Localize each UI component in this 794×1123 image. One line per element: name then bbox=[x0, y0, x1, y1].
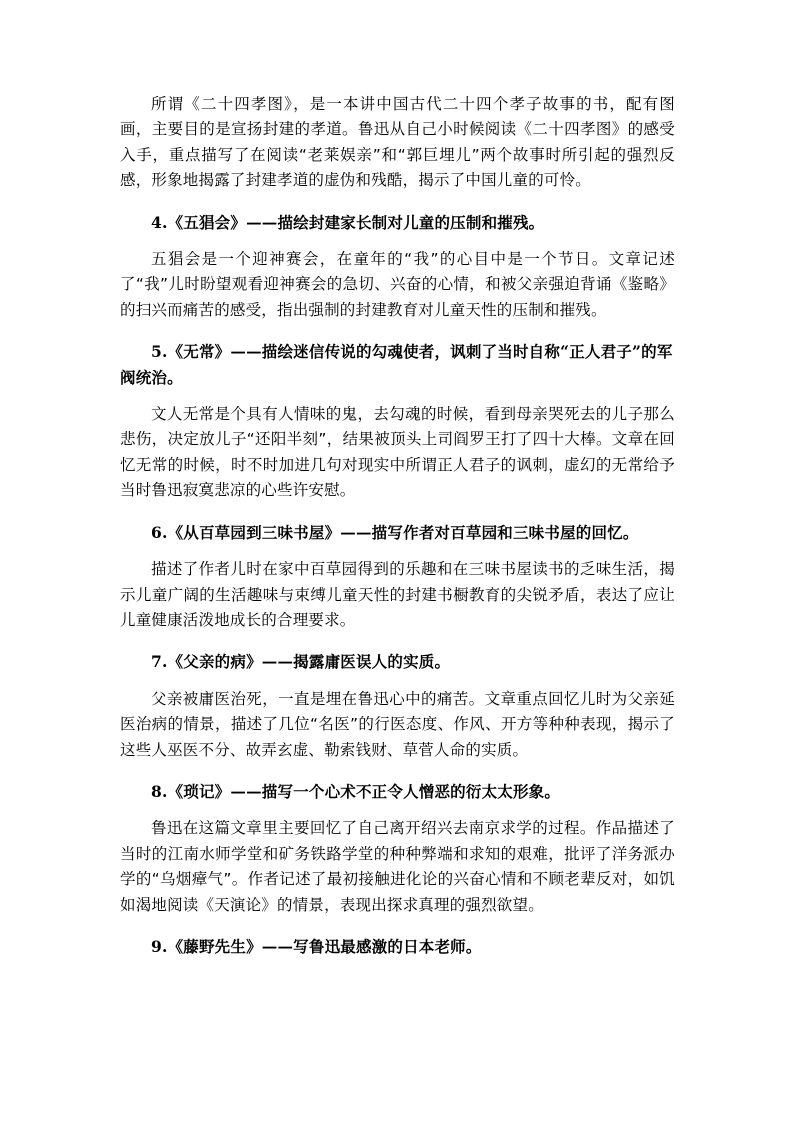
heading-baicaoyuan: 6.《从百草园到三味书屋》——描写作者对百草园和三味书屋的回忆。 bbox=[151, 522, 639, 542]
heading-wuchanghui: 4.《五猖会》——描绘封建家长制对儿童的压制和摧残。 bbox=[151, 212, 545, 232]
heading-fuqin-de-bing: 7.《父亲的病》——揭露庸医误人的实质。 bbox=[151, 652, 451, 672]
paragraph-baicaoyuan: 描述了作者儿时在家中百草园得到的乐趣和在三味书屋读书的乏味生活，揭示儿童广阔的生活趣味与束缚儿童天性的封建书橱教育的尖锐矛盾，表达了应让儿童健康活泼地成长的合理要求。 bbox=[120, 560, 675, 629]
spacer bbox=[120, 390, 675, 402]
spacer bbox=[120, 633, 675, 649]
paragraph-fuqin-de-bing: 父亲被庸医治死，一直是埋在鲁迅心中的痛苦。文章重点回忆儿时为父亲延医治病的情景，描述了几位“名医”的行医态度、作风、开方等种种表现，揭示了这些人巫医不分、故弄玄虚、勒索钱财、草菅人命的实质。 bbox=[120, 689, 675, 759]
paragraph-suoji: 鲁迅在这篇文章里主要回忆了自己离开绍兴去南京求学的过程。作品描述了当时的江南水师学堂和矿务铁路学堂的种种弊端和求知的艰难，批评了洋务派办学的“乌烟瘴气”。作者记述了最初接触进化论的兴奋心情和不顾老辈反对，如饥如渴地阅读《天演论》的情景，表现出探求真理的强烈欲望。 bbox=[120, 819, 675, 914]
paragraph-wuchanghui: 五猖会是一个迎神赛会，在童年的“我”的心目中是一个节日。文章记述了“我”儿时盼望观看迎神赛会的急切、兴奋的心情，和被父亲强迫背诵《鉴略》的扫兴而痛苦的感受，指出强制的封建教育对儿童天性的压制和摧残。 bbox=[120, 250, 675, 319]
spacer bbox=[120, 545, 675, 557]
heading-tengye-xiansheng: 9.《藤野先生》——写鲁迅最感激的日本老师。 bbox=[151, 936, 482, 956]
paragraph-ershisi-xiaotu: 所谓《二十四孝图》，是一本讲中国古代二十四个孝子故事的书，配有图画，主要目的是宣扬封建的孝道。鲁迅从自己小时候阅读《二十四孝图》的感受入手，重点描写了在阅读“老莱娱亲”和“郭巨埋儿”两个故事时所引起的强烈反感，形象地揭露了封建孝道的虚伪和残酷，揭示了中国儿童的可怜。 bbox=[120, 95, 675, 190]
document-body bbox=[120, 92, 675, 959]
spacer bbox=[120, 675, 675, 687]
spacer bbox=[120, 804, 675, 816]
heading-suoji: 8.《琐记》——描写一个心术不正令人憎恶的衍太太形象。 bbox=[151, 781, 561, 801]
spacer bbox=[120, 504, 675, 520]
spacer bbox=[120, 763, 675, 779]
spacer bbox=[120, 235, 675, 247]
paragraph-wuchang: 文人无常是个具有人情味的鬼，去勾魂的时候，看到母亲哭死去的儿子那么悲伤，决定放儿子“还阳半刻”，结果被顶头上司阎罗王打了四十大棒。文章在回忆无常的时候，时不时加进几句对现实中所谓正人君子的讽刺，虚幻的无常给予当时鲁迅寂寞悲凉的心些许安慰。 bbox=[120, 405, 675, 500]
heading-wuchang: 5.《无常》——描绘迷信传说的勾魂使者，讽刺了当时自称“正人君子”的军阀统治。 bbox=[120, 342, 673, 387]
spacer bbox=[120, 918, 675, 934]
spacer bbox=[120, 194, 675, 210]
spacer bbox=[120, 323, 675, 339]
